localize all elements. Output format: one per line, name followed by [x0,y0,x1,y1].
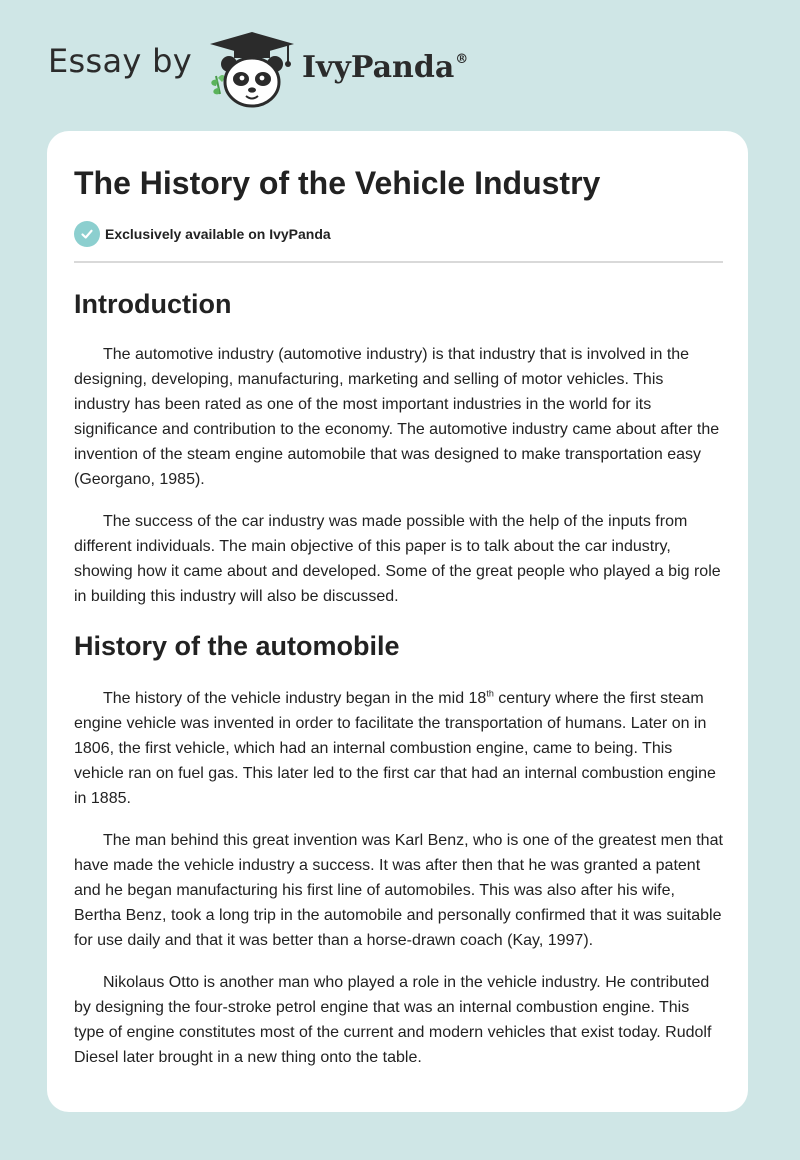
paragraph: The automotive industry (automotive industry) is that industry that is involved in the designing, developing, manufacturing, marketing and selling of motor vehicles. This industry has been rated as one of the most important industries in the world for its significance and contribution to the economy. The automotive industry came about after the invention of the steam engine automobile that was designed to make transportation easy (Georgano, 1985). [74,346,720,488]
paragraph: Nikolaus Otto is another man who played a role in the vehicle industry. He contributed by designing the four-stroke petrol engine that was an internal combustion engine. This type of engine constitutes most of the current and modern vehicles that exist today. Rudolf Diesel later brought in a new thing onto the table. [74,974,712,1066]
brand-prefix: Essay by [48,42,192,80]
page-title: The History of the Vehicle Industry [74,165,601,201]
essay-body [74,281,723,1070]
divider [74,261,723,263]
brand-header [48,28,468,110]
paragraph: The history of the vehicle industry began in the mid 18th century where the first steam engine vehicle was invented in order to facilitate the transportation of humans. Later on in 1806, the first vehicle, which had an internal combustion engine, came to being. This vehicle ran on fuel gas. This later led to the first car that had an internal combustion engine in 1885. [74,688,716,807]
check-icon [74,221,100,247]
section-heading-history: History of the automobile [74,631,400,661]
essay-card [47,131,748,1112]
panda-logo-icon [206,28,298,110]
exclusive-label: Exclusively available on IvyPanda [105,226,331,242]
brand-name: IvyPanda® [301,49,469,85]
paragraph: The man behind this great invention was Karl Benz, who is one of the greatest men that have made the vehicle industry a success. It was after then that he was granted a patent and he began manufacturing his first line of automobiles. This was also after his wife, Bertha Benz, took a long trip in the automobile and personally confirmed that it was suitable for use daily and that it was better than a horse-drawn coach (Kay, 1997). [74,832,723,949]
exclusive-badge [74,221,331,247]
paragraph: The success of the car industry was made possible with the help of the inputs from different individuals. The main objective of this paper is to talk about the car industry, showing how it came about and developed. Some of the great people who played a big role in building this industry will also be discussed. [74,513,721,605]
section-heading-introduction: Introduction [74,289,232,319]
